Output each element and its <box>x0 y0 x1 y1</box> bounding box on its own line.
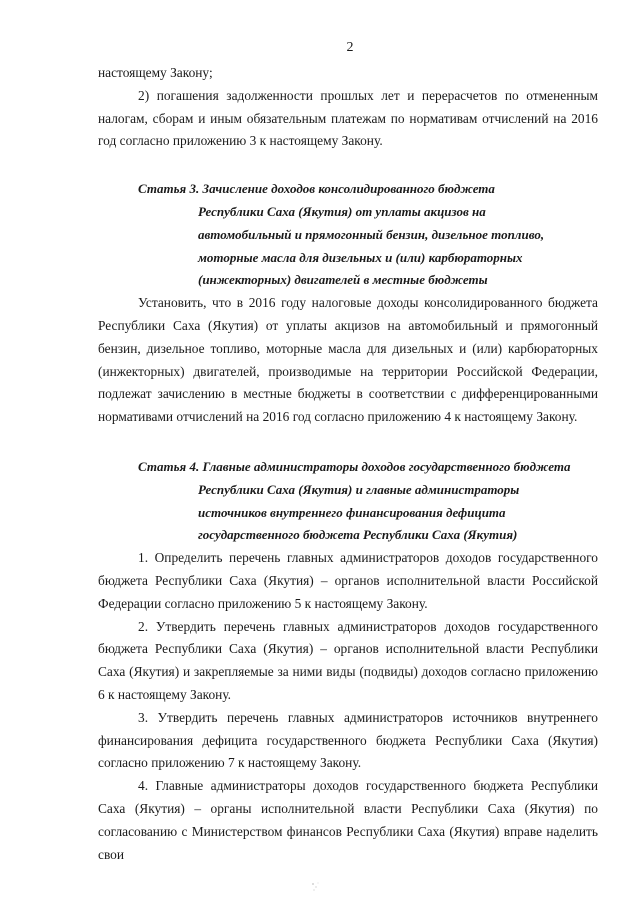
intro-item-2: 2) погашения задолженности прошлых лет и перерасчетов по отмененным налогам, сборам и иным обязательным платежам по нормативам отчислений на 2016 год согласно приложению 3 к настоящему Закону. <box>98 87 598 149</box>
article-3-heading-line: Республики Саха (Якутия) от уплаты акцизов на <box>198 203 486 219</box>
article-3-text: Установить, что в 2016 году налоговые доходы консолидированного бюджета Республики Саха (Якутия) от уплаты акцизов на автомобильный и прямогонный бензин, дизельное топливо, моторные масла для дизельных и (или) карбюраторных (инжекторных) двигателей, производимые на территории Российской Федерации, подлежат зачислению в местные бюджеты в соответствии с дифференцированными нормативами отчислений на 2016 год согласно приложению 4 к настоящему Закону. <box>98 295 598 425</box>
article-4-paragraph-3: 3. Утвердить перечень главных администраторов источников внутреннего финансирования дефицита государственного бюджета Республики Саха (Якутия) согласно приложению 7 к настоящему Закону. <box>98 709 598 771</box>
article-3-heading-line: Статья 3. Зачисление доходов консолидированного бюджета <box>138 181 495 197</box>
document-body <box>98 62 598 866</box>
article-4-paragraph-1: 1. Определить перечень главных администраторов доходов государственного бюджета Республики Саха (Якутия) – органов исполнительной власти Российской Федерации согласно приложению 5 к настоящему Закону. <box>98 550 598 611</box>
article-4-paragraph-2: 2. Утвердить перечень главных администраторов доходов государственного бюджета Республики Саха (Якутия) – органов исполнительной власти Республики Саха (Якутия) и закрепляемые за ними виды (подвиды) доходов согласно приложению 6 к настоящему Закону. <box>98 618 598 702</box>
article-4-heading-line: Статья 4. Главные администраторы доходов государственного бюджета <box>138 458 571 474</box>
page-number: 2 <box>346 40 354 55</box>
article-4-paragraph-4: 4. Главные администраторы доходов государственного бюджета Республики Саха (Якутия) – органы исполнительной власти Республики Саха (Якутия) по согласованию с Министерством финансов Республики Саха (Якутия) вправе наделить свои <box>98 778 598 862</box>
article-3-heading-line: (инжекторных) двигателей в местные бюджеты <box>198 272 488 288</box>
article-3-heading-line: автомобильный и прямогонный бензин, дизельное топливо, <box>198 226 545 242</box>
scan-specks <box>310 880 324 894</box>
article-3-heading <box>98 178 598 292</box>
article-4-heading-line: источников внутреннего финансирования дефицита <box>198 504 506 520</box>
intro-line: настоящему Закону; <box>98 65 213 80</box>
article-4-heading-line: Республики Саха (Якутия) и главные администраторы <box>198 481 520 497</box>
article-3-heading-line: моторные масла для дизельных и (или) карбюраторных <box>198 249 523 265</box>
article-4-heading-line: государственного бюджета Республики Саха (Якутия) <box>198 527 518 543</box>
article-4-heading <box>98 456 598 547</box>
